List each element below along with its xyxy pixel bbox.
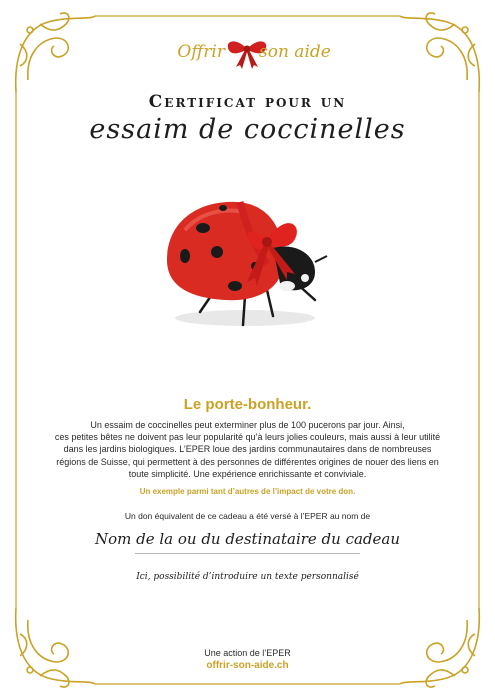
logo-text-right: son aide — [259, 42, 331, 62]
ladybug-with-red-bow-icon — [155, 190, 335, 340]
brand-logo — [0, 32, 495, 70]
certificate-subtitle: Le porte-bonheur. — [183, 396, 312, 413]
footer-website: offrir-son-aide.ch — [206, 660, 289, 671]
description-line: régions de Suisse, qui permettent à des personnes de différentes origines de nouer des liens en — [56, 456, 439, 467]
certificate-title: essaim de coccinelles — [89, 114, 406, 145]
donation-text: Un don équivalent de ce cadeau a été versé à l’EPER au nom de — [124, 511, 371, 521]
recipient-name: Nom de la ou du destinataire du cadeau — [94, 530, 401, 548]
impact-example-text: Un exemple parmi tant d’autres de l’impact de votre don. — [139, 487, 356, 496]
footer-action-text: Une action de l’EPER — [204, 648, 291, 658]
description-paragraph — [40, 419, 455, 480]
logo-text-left: Offrir — [177, 42, 225, 62]
description-line: ces petites bêtes ne doivent pas leur popularité qu’à leurs jolies couleurs, mais aussi à leur utilité — [54, 432, 441, 443]
description-line: Un essaim de coccinelles peut exterminer plus de 100 pucerons par jour. Ainsi, — [90, 420, 405, 430]
description-line: toute simplicité. Une expérience enrichissante et conviviale. — [128, 468, 367, 479]
certificate-heading: Certificat pour un — [148, 92, 347, 112]
description-line: dans les jardins biologiques. L’EPER loue des jardins communautaires dans de nombreuses — [63, 444, 432, 455]
recipient-underline — [135, 553, 360, 554]
personal-message: Ici, possibilité d’introduire un texte personnalisé — [136, 572, 359, 582]
